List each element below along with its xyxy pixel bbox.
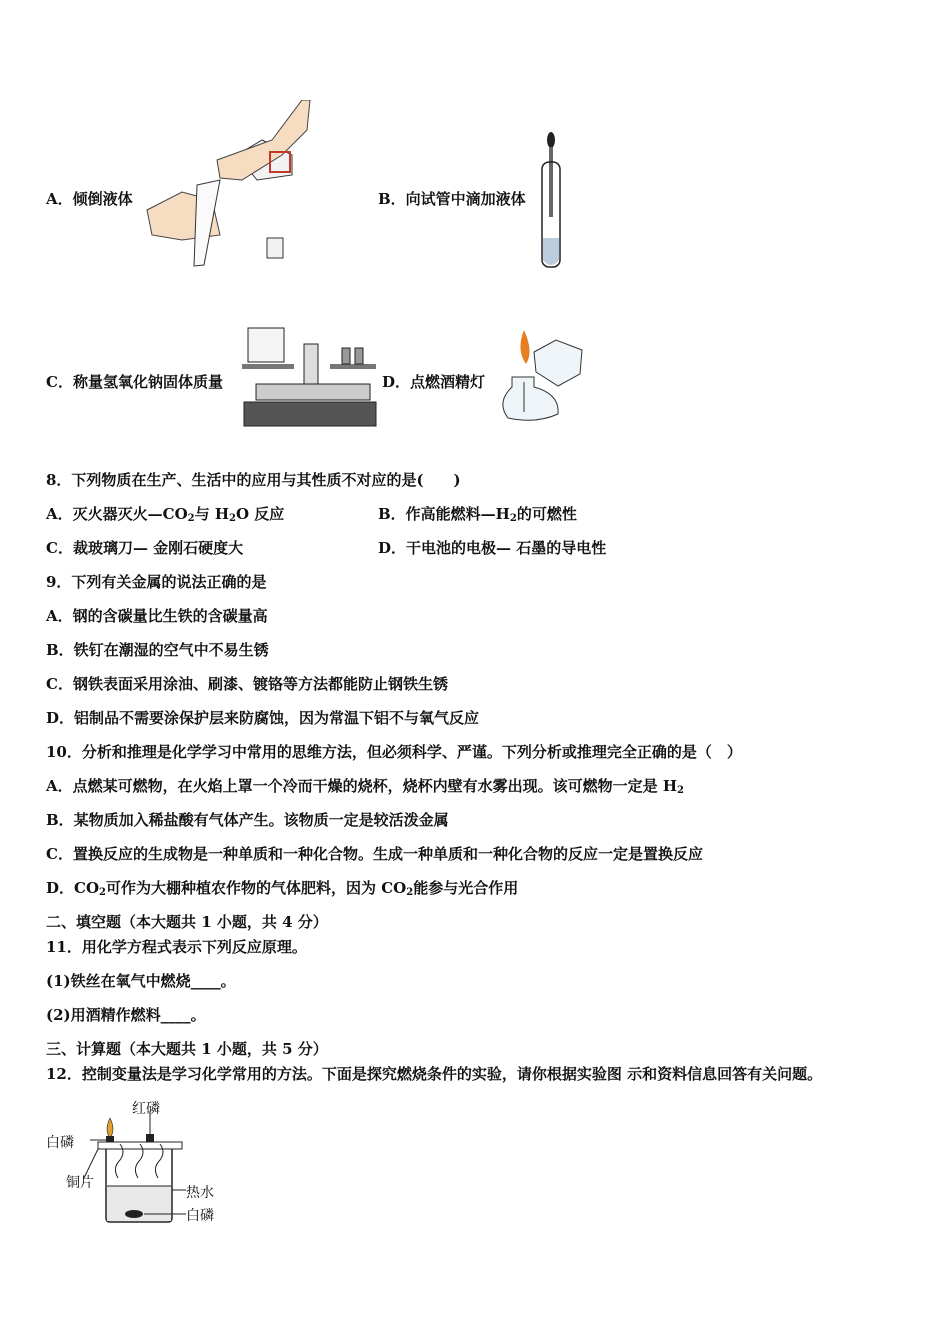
alcohol-lamp-figure — [496, 322, 588, 428]
q12-stem: 12．控制变量法是学习化学常用的方法。下面是探究燃烧条件的实验，请你根据实验图 示和资料信息回答有关问题。 — [46, 1065, 823, 1083]
q11-part-1: (1)铁丝在氧气中燃烧____。 — [46, 972, 236, 990]
q10-option-b: B．某物质加入稀盐酸有气体产生。该物质一定是较活泼金属 — [46, 811, 449, 829]
q7-option-a: A．倾倒液体 — [46, 190, 133, 208]
q8-option-c: C．裁玻璃刀— 金刚石硬度大 — [46, 539, 244, 557]
q9-option-a: A．钢的含碳量比生铁的含碳量高 — [46, 607, 268, 625]
q7-option-b: B．向试管中滴加液体 — [378, 190, 526, 208]
section-2-title: 二、填空题（本大题共 1 小题，共 4 分） — [46, 913, 328, 931]
q8-option-b: B．作高能燃料$—H_2$的可燃性 — [378, 505, 577, 524]
q7-option-c: C．称量氢氧化钠固体质量 — [46, 373, 223, 391]
copper-sheet-label: 铜片 — [66, 1175, 94, 1191]
q9-option-c: C．钢铁表面采用涂油、刷漆、镀铬等方法都能防止钢铁生锈 — [46, 675, 448, 693]
q8-option-a: A．灭火器灭火$—CO_2$与 $H_2O$ 反应 — [46, 505, 285, 524]
q11-part-2: (2)用酒精作燃料____。 — [46, 1006, 206, 1024]
balance-figure — [242, 326, 380, 430]
white-phosphorus-bottom-label: 白磷 — [186, 1208, 214, 1224]
hot-water-label: 热水 — [186, 1185, 214, 1201]
q11-stem: 11．用化学方程式表示下列反应原理。 — [46, 938, 307, 956]
q10-option-c: C．置换反应的生成物是一种单质和一种化合物。生成一种单质和一种化合物的反应一定是置换反应 — [46, 845, 703, 863]
q9-option-d: D．铝制品不需要涂保护层来防腐蚀，因为常温下铝不与氧气反应 — [46, 709, 480, 727]
q8-stem: 8．下列物质在生产、生活中的应用与其性质不对应的是( ) — [46, 471, 461, 489]
white-phosphorus-top-label: 白磷 — [46, 1135, 74, 1151]
q8-option-d: D．干电池的电极— 石墨的导电性 — [378, 539, 607, 557]
pouring-liquid-figure — [142, 100, 312, 270]
dropper-testtube-figure — [536, 130, 566, 272]
combustion-experiment-figure — [40, 1098, 230, 1230]
q9-option-b: B．铁钉在潮湿的空气中不易生锈 — [46, 641, 269, 659]
q10-option-d: D．$CO_2$可作为大棚种植农作物的气体肥料，因为 $CO_2$能参与光合作用 — [46, 879, 519, 898]
q9-stem: 9．下列有关金属的说法正确的是 — [46, 573, 267, 591]
q10-option-a: A．点燃某可燃物，在火焰上罩一个冷而干燥的烧杯，烧杯内壁有水雾出现。该可燃物一定是 $H_2$ — [46, 777, 685, 796]
q7-option-d: D．点燃酒精灯 — [382, 373, 486, 391]
section-3-title: 三、计算题（本大题共 1 小题，共 5 分） — [46, 1040, 328, 1058]
q10-stem: 10．分析和推理是化学学习中常用的思维方法，但必须科学、严谨。下列分析或推理完全正确的是（ ） — [46, 743, 742, 761]
red-phosphorus-label: 红磷 — [132, 1101, 160, 1117]
